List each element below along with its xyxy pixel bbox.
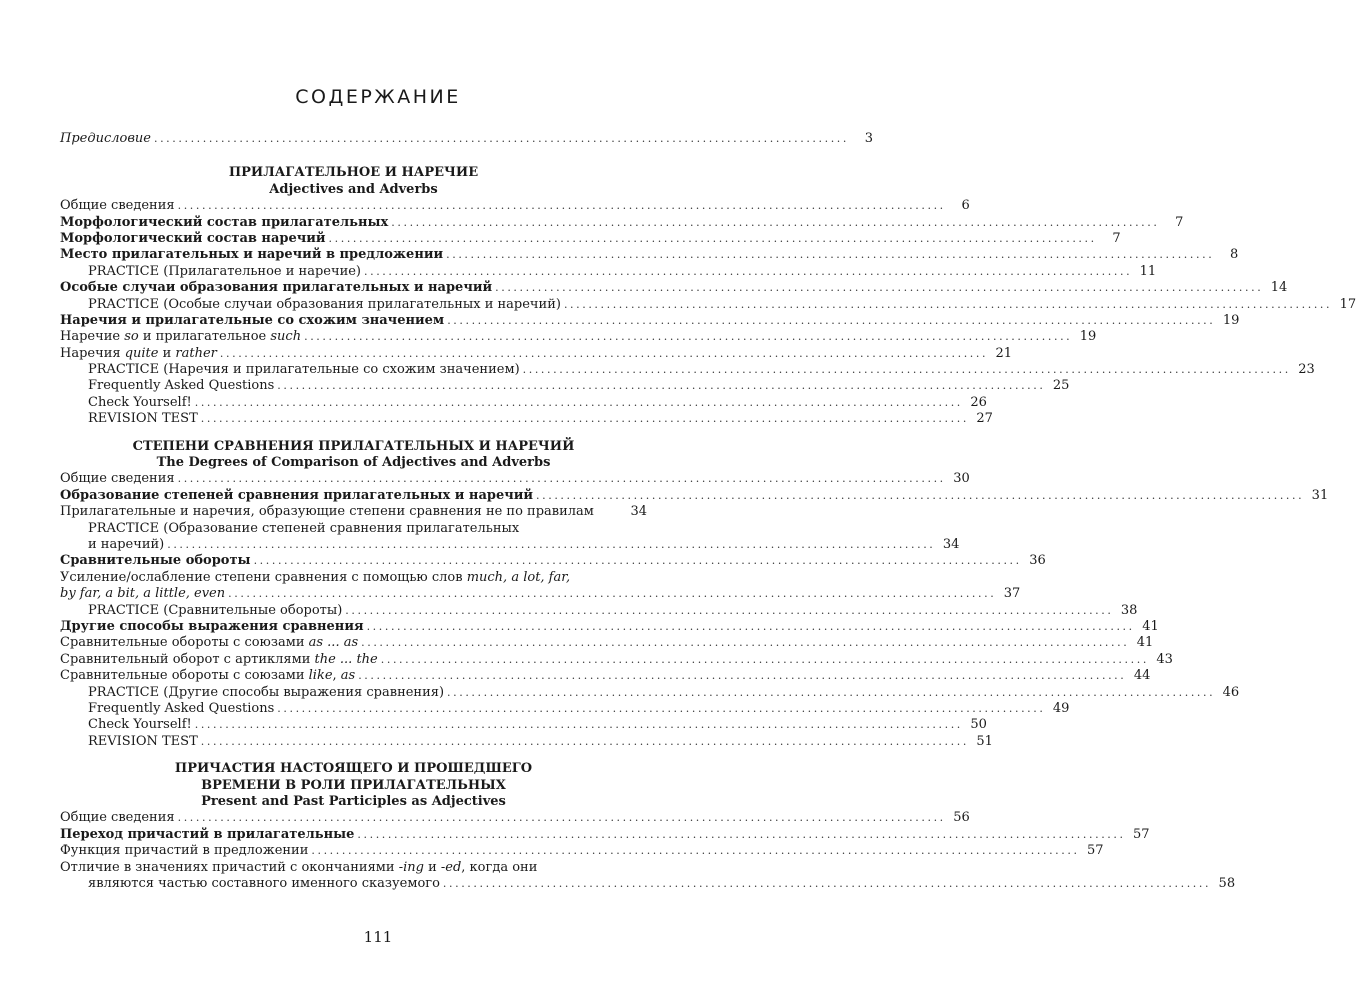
toc-entry-page: 43 — [1156, 651, 1173, 667]
toc-entry[interactable] — [60, 312, 1240, 329]
toc-entry-page: 37 — [1003, 586, 1021, 602]
toc-entry-text: Морфологический состав наречий — [60, 230, 326, 246]
leader-dots: .............................................................................................................................. — [167, 538, 936, 552]
leader-dots: .............................................................................................................................. — [442, 876, 1212, 890]
toc-entry-text: Наречия и прилагательные со схожим значением — [60, 312, 445, 328]
leader-dots: .............................................................................................................................. — [380, 652, 1149, 666]
toc-entry-page: 19 — [1079, 329, 1097, 345]
toc-entry-text: Усиление/ослабление степени сравнения с помощью слов much, a lot, far, — [60, 569, 571, 585]
toc-entry[interactable] — [60, 345, 1013, 362]
toc-entry-text: Check Yourself! — [88, 717, 192, 733]
section-heading-ru: СТЕПЕНИ СРАВНЕНИЯ ПРИЛАГАТЕЛЬНЫХ И НАРЕЧИЙ — [132, 438, 575, 454]
toc-entry[interactable] — [60, 684, 1240, 701]
toc-entry-text: Наречия quite и rather — [60, 345, 217, 361]
toc-entry-text: и наречий) — [88, 537, 165, 553]
toc-entry-text: Предисловие — [60, 130, 151, 146]
toc-entry[interactable] — [60, 329, 1097, 345]
toc-entry-page: 8 — [1230, 247, 1239, 263]
toc-entry[interactable] — [60, 537, 960, 553]
toc-entry-text: Общие сведения — [60, 471, 175, 487]
toc-entry[interactable] — [60, 394, 987, 411]
leader-dots: .............................................................................................................................. — [200, 734, 969, 748]
section-heading-ru: ПРИЧАСТИЯ НАСТОЯЩЕГО И ПРОШЕДШЕГО — [174, 761, 533, 777]
toc-entry[interactable] — [60, 651, 1173, 668]
leader-dots: .............................................................................................................................. — [328, 231, 1097, 245]
toc-entry[interactable] — [60, 618, 1159, 635]
table-of-contents — [60, 130, 1356, 892]
leader-dots: .............................................................................................................................. — [366, 619, 1135, 633]
toc-entry-page: 56 — [953, 810, 970, 826]
toc-entry[interactable] — [60, 230, 1121, 247]
toc-entry[interactable] — [60, 487, 1329, 504]
leader-dots: .............................................................................................................................. — [358, 669, 1127, 683]
toc-entry[interactable] — [60, 198, 970, 214]
toc-entry-page: 3 — [864, 130, 873, 146]
toc-entry-page: 58 — [1218, 875, 1236, 891]
toc-entry-page: 34 — [942, 537, 960, 553]
toc-entry[interactable] — [60, 826, 1150, 843]
toc-entry[interactable] — [60, 875, 1236, 892]
toc-entry-text: Переход причастий в прилагательные — [60, 826, 355, 842]
toc-entry[interactable] — [60, 362, 1315, 378]
section-entries — [60, 471, 1329, 750]
toc-entry-text: Frequently Asked Questions — [88, 700, 275, 716]
toc-entry[interactable] — [60, 635, 1154, 651]
toc-entry-page: 27 — [976, 411, 993, 427]
toc-entry-page: 36 — [1029, 553, 1046, 569]
toc-entry-text: Отличие в значениях причастий с окончаниями -ing и -ed, когда они — [60, 859, 538, 875]
leader-dots: .............................................................................................................................. — [495, 281, 1264, 295]
toc-entry[interactable] — [60, 411, 993, 427]
toc-entry-page: 51 — [976, 733, 993, 749]
toc-entry[interactable] — [60, 717, 987, 733]
toc-entry[interactable] — [60, 602, 1138, 619]
leader-dots: .................................................................................................................. — [153, 131, 849, 145]
toc-entry-text: Сравнительные обороты с союзами like, as — [60, 668, 356, 684]
toc-entry-text: REVISION TEST — [88, 733, 198, 749]
section-heading-en: Present and Past Participles as Adjectives — [201, 793, 506, 809]
section-heading-en: Adjectives and Adverbs — [269, 181, 438, 197]
toc-entry-page: 41 — [1136, 635, 1154, 651]
leader-dots: .............................................................................................................................. — [177, 199, 946, 213]
toc-entry-text: REVISION TEST — [88, 411, 198, 427]
leader-dots: .............................................................................................................................. — [177, 811, 946, 825]
leader-dots: .............................................................................................................................. — [194, 718, 963, 732]
toc-entry[interactable] — [60, 733, 993, 750]
toc-entry-page: 26 — [970, 394, 987, 410]
page-title: СОДЕРЖАНИЕ — [295, 86, 461, 108]
leader-dots: .............................................................................................................................. — [563, 297, 1333, 311]
toc-entry-preface[interactable] — [60, 130, 873, 147]
toc-entry-text: PRACTICE (Наречия и прилагательные со схожим значением) — [88, 362, 520, 378]
section-entries — [60, 810, 1236, 892]
toc-entry-text: PRACTICE (Сравнительные обороты) — [88, 602, 343, 618]
toc-entry[interactable] — [60, 378, 1070, 395]
toc-entry[interactable] — [60, 263, 1157, 280]
toc-entry-page: 34 — [630, 504, 647, 520]
toc-entry[interactable] — [60, 296, 1356, 313]
toc-entry-text: PRACTICE (Особые случаи образования прилагательных и наречий) — [88, 296, 561, 312]
toc-entry-page: 57 — [1133, 826, 1150, 842]
toc-entry[interactable] — [60, 280, 1288, 296]
toc-entry-page: 14 — [1270, 280, 1288, 296]
leader-dots: .............................................................................................................................. — [364, 264, 1133, 278]
section-heading-ru-line2: ВРЕМЕНИ В РОЛИ ПРИЛАГАТЕЛЬНЫХ — [201, 777, 506, 793]
toc-entry-page: 17 — [1339, 296, 1356, 312]
toc-entry[interactable] — [60, 860, 647, 876]
toc-entry-text: Наречие so и прилагательное such — [60, 329, 302, 345]
toc-entry-page: 46 — [1222, 684, 1240, 700]
toc-entry[interactable] — [60, 570, 647, 586]
leader-dots: .............................................................................................................................. — [446, 248, 1215, 262]
leader-dots: .............................................................................................................................. — [345, 603, 1114, 617]
leader-dots: .............................................................................................................................. — [304, 330, 1073, 344]
toc-entry-page: 25 — [1052, 378, 1070, 394]
toc-entry[interactable] — [60, 586, 1021, 602]
toc-entry[interactable] — [60, 553, 1046, 569]
toc-entry[interactable] — [60, 843, 1104, 859]
toc-entry-text: являются частью составного именного сказуемого — [88, 875, 440, 891]
leader-dots: .............................................................................................................................. — [277, 379, 1046, 393]
leader-dots: .............................................................................................................................. — [357, 827, 1126, 841]
leader-dots: .............................................................................................................................. — [311, 844, 1080, 858]
toc-entry[interactable] — [60, 521, 647, 537]
toc-entry[interactable] — [60, 247, 1239, 263]
leader-dots: .............................................................................................................................. — [194, 395, 963, 409]
toc-entry-page: 44 — [1133, 668, 1151, 684]
toc-entry-text: by far, a bit, a little, even — [60, 586, 226, 602]
toc-entry[interactable] — [60, 700, 1070, 717]
leader-dots: .............................................................................................................................. — [228, 587, 997, 601]
leader-dots: .............................................................................................................................. — [253, 554, 1022, 568]
toc-entry-text: Место прилагательных и наречий в предложении — [60, 247, 444, 263]
leader-dots: .............................................................................................................................. — [200, 412, 969, 426]
toc-entry-text: Общие сведения — [60, 810, 175, 826]
toc-entry-text: Сравнительные обороты — [60, 553, 251, 569]
section-heading-ru: ПРИЛАГАТЕЛЬНОЕ И НАРЕЧИЕ — [228, 165, 479, 181]
toc-entry-text: PRACTICE (Образование степеней сравнения прилагательных — [88, 520, 520, 536]
toc-entry-page: 19 — [1222, 312, 1240, 328]
toc-entry-text: Сравнительный оборот с артиклями the ... the — [60, 651, 378, 667]
toc-entry-page: 57 — [1087, 843, 1104, 859]
toc-entry[interactable] — [60, 810, 970, 826]
toc-entry-page: 6 — [961, 198, 970, 214]
toc-entry-page: 7 — [1175, 214, 1184, 230]
toc-entry-page: 7 — [1112, 230, 1121, 246]
toc-entry-page: 50 — [970, 717, 987, 733]
toc-entry-page: 38 — [1120, 602, 1138, 618]
toc-entry-text: Frequently Asked Questions — [88, 378, 275, 394]
leader-dots: .............................................................................................................................. — [536, 488, 1305, 502]
page-number: 111 — [363, 928, 393, 946]
toc-entry-text: Образование степеней сравнения прилагательных и наречий — [60, 487, 534, 503]
toc-entry-text: Сравнительные обороты с союзами as ... as — [60, 635, 359, 651]
toc-entry-page: 21 — [995, 345, 1013, 361]
toc-entry-text: Функция причастий в предложении — [60, 843, 309, 859]
toc-entry-page: 31 — [1311, 487, 1329, 503]
section-entries — [60, 198, 1356, 427]
toc-entry[interactable] — [60, 471, 970, 487]
toc-entry-text: PRACTICE (Другие способы выражения сравнения) — [88, 684, 445, 700]
toc-entry[interactable] — [60, 504, 647, 520]
toc-entry-text: Check Yourself! — [88, 394, 192, 410]
toc-entry-text: Морфологический состав прилагательных — [60, 214, 389, 230]
leader-dots: .............................................................................................................................. — [177, 472, 946, 486]
leader-dots: .............................................................................................................................. — [447, 685, 1216, 699]
toc-entry-text: Общие сведения — [60, 198, 175, 214]
toc-entry-text: Другие способы выражения сравнения — [60, 618, 364, 634]
toc-entry-page: 30 — [953, 471, 970, 487]
toc-entry-text: Прилагательные и наречия, образующие степени сравнения не по правилам — [60, 504, 594, 520]
toc-entry[interactable] — [60, 668, 1151, 684]
leader-dots: .............................................................................................................................. — [361, 636, 1130, 650]
toc-entry-text: Особые случаи образования прилагательных и наречий — [60, 280, 493, 296]
toc-entry-page: 49 — [1052, 700, 1070, 716]
toc-entry-page: 41 — [1142, 618, 1159, 634]
toc-entry-text: PRACTICE (Прилагательное и наречие) — [88, 263, 361, 279]
leader-dots: .............................................................................................................................. — [447, 313, 1216, 327]
section-heading-en: The Degrees of Comparison of Adjectives and Adverbs — [156, 455, 551, 471]
toc-entry[interactable] — [60, 214, 1184, 231]
leader-dots: .............................................................................................................................. — [391, 215, 1160, 229]
toc-entry-page: 11 — [1139, 263, 1157, 279]
leader-dots: .............................................................................................................................. — [522, 363, 1291, 377]
toc-entry-page: 23 — [1298, 362, 1315, 378]
leader-dots: .............................................................................................................................. — [219, 346, 989, 360]
leader-dots: .............................................................................................................................. — [277, 701, 1046, 715]
